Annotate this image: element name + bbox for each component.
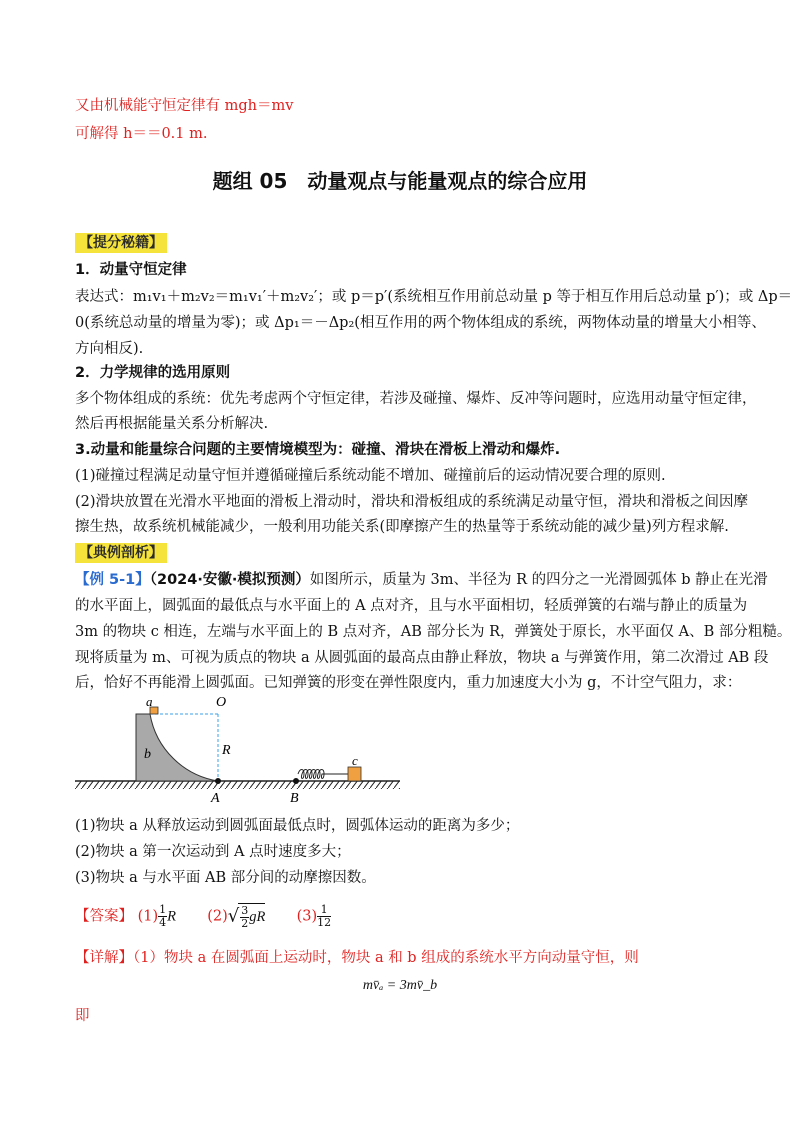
answer-1-var: R	[167, 908, 177, 925]
label-point-b: B	[290, 791, 299, 806]
detail-text: （1）物块 a 在圆弧面上运动时，物块 a 和 b 组成的系统水平方向动量守恒，则	[133, 950, 639, 966]
answer-3-fraction: $\frac{1}{12}$	[317, 903, 332, 929]
answer-2-prefix: (2)	[207, 908, 228, 925]
example-question-line-1	[75, 570, 768, 590]
label-c: c	[352, 753, 358, 768]
detail-line	[75, 948, 639, 968]
example-source: （2024·安徽·模拟预测）	[149, 572, 310, 588]
tips-para-1b: 0(系统总动量的增量为零)；或 Δp₁＝－Δp₂(相互作用的两个物体组成的系统，两物体动量的增量大小相等、	[75, 315, 766, 331]
label-r: R	[222, 743, 231, 758]
answer-1-prefix: (1)	[137, 908, 159, 925]
detail-equation: mv̄ₐ = 3mv̄_b	[362, 978, 438, 993]
physics-figure	[70, 692, 410, 807]
tips-para-3b: (2)滑块放置在光滑水平地面的滑板上滑动时，滑块和滑板组成的系统满足动量守恒，滑块和滑板之间因摩	[75, 494, 749, 510]
tips-para-1c: 方向相反).	[75, 341, 144, 357]
block-c	[348, 767, 361, 781]
answer-label: 【答案】	[75, 908, 133, 925]
example-tag: 【典例剖析】	[75, 543, 167, 563]
label-a: a	[146, 694, 153, 709]
page-title: 题组 05 动量观点与能量观点的综合应用	[212, 169, 588, 193]
answer-2-sqrt: $\frac{3}{2}$ gR	[238, 903, 265, 930]
label-b: b	[144, 747, 151, 762]
tips-heading-3: 3.动量和能量综合问题的主要情境模型为：碰撞、滑块在滑板上滑动和爆炸.	[75, 442, 561, 458]
sub-question-3: (3)物块 a 与水平面 AB 部分间的动摩擦因数。	[75, 870, 376, 886]
answer-3-prefix: (3)	[296, 908, 318, 925]
sub-question-1: (1)物块 a 从释放运动到圆弧面最低点时，圆弧体运动的距离为多少；	[75, 818, 520, 834]
label-o: O	[216, 695, 227, 710]
example-q2: 的水平面上，圆弧面的最低点与水平面上的 A 点对齐，且与水平面相切，轻质弹簧的右端与静止的质量为	[75, 598, 748, 614]
point-a	[215, 778, 221, 784]
tips-heading-1: 1．动量守恒定律	[75, 262, 187, 278]
label-point-a: A	[211, 791, 220, 806]
tips-para-2b: 然后再根据能量关系分析解决.	[75, 416, 269, 432]
answer-line: 【答案】 (1) $\frac{1}{4}$ R (2)√ $\frac{3}{2}$ gR (3) $\frac{1}{12}$	[75, 903, 332, 930]
tips-para-1a: 表达式：m₁v₁＋m₂v₂＝m₁v₁′＋m₂v₂′；或 p＝p′(系统相互作用前总动量 p 等于相互作用后总动量 p′)；或 Δp＝	[75, 289, 793, 305]
tips-para-3c: 擦生热，故系统机械能减少，一般利用功能关系(即摩擦产生的热量等于系统动能的减少量)列方程求解.	[75, 519, 729, 535]
tips-heading-2: 2．力学规律的选用原则	[75, 365, 231, 381]
detail-tail: 即	[75, 1008, 90, 1024]
tips-para-2a: 多个物体组成的系统：优先考虑两个守恒定律，若涉及碰撞、爆炸、反冲等问题时，应选用动量守恒定律，	[75, 391, 757, 407]
spring	[298, 770, 350, 779]
tips-para-3a: (1)碰撞过程满足动量守恒并遵循碰撞后系统动能不增加、碰撞前后的运动情况要合理的原则.	[75, 468, 666, 484]
ground-hatch	[75, 781, 400, 789]
point-b	[293, 778, 299, 784]
example-label: 【例 5-1】	[75, 572, 150, 588]
tips-tag: 【提分秘籍】	[75, 233, 167, 253]
detail-label: 【详解】	[75, 950, 133, 966]
example-q1: 如图所示，质量为 3m、半径为 R 的四分之一光滑圆弧体 b 静止在光滑	[309, 572, 768, 588]
example-q4: 现将质量为 m、可视为质点的物块 a 从圆弧面的最高点由静止释放，物块 a 与弹簧作用，第二次滑过 AB 段	[75, 650, 769, 666]
answer-1-fraction: $\frac{1}{4}$	[159, 903, 167, 929]
top-line-1: 又由机械能守恒定律有 mgh＝mv	[75, 98, 294, 114]
sub-question-2: (2)物块 a 第一次运动到 A 点时速度多大；	[75, 844, 351, 860]
example-q5: 后，恰好不再能滑上圆弧面。已知弹簧的形变在弹性限度内，重力加速度大小为 g，不计空气阻力，求：	[75, 675, 742, 691]
top-line-2: 可解得 h＝＝0.1 m.	[75, 126, 208, 142]
example-q3: 3m 的物块 c 相连，左端与水平面上的 B 点对齐，AB 部分长为 R，弹簧处于原长，水平面仅 A、B 部分粗糙。	[75, 624, 792, 640]
